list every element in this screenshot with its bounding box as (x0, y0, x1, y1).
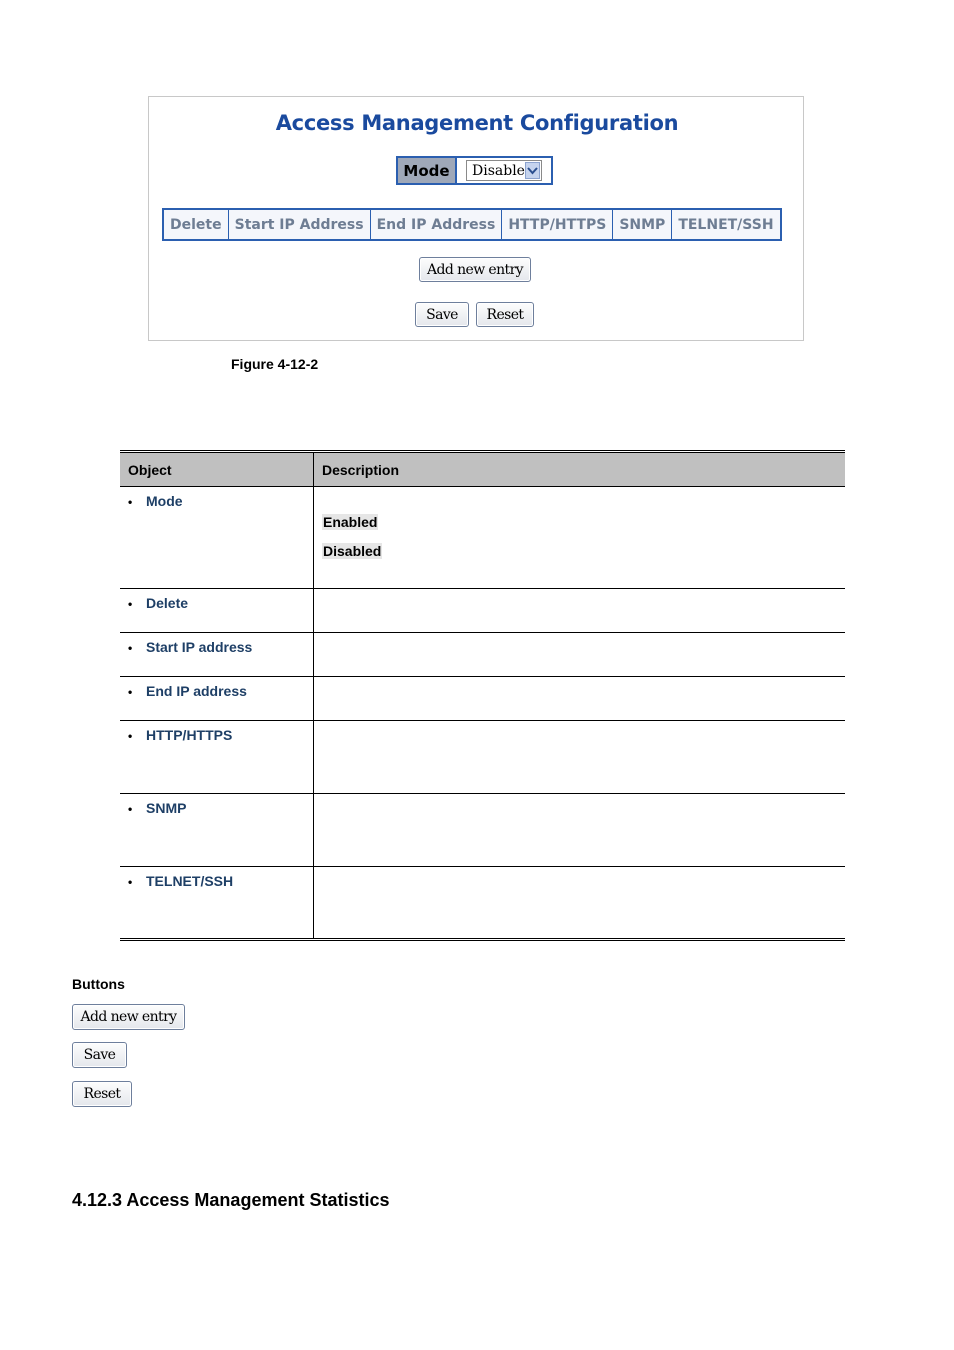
bullet-icon: • (128, 597, 133, 611)
description-start-ip (314, 633, 846, 677)
save-button[interactable]: Save (72, 1042, 127, 1068)
description-delete (314, 589, 846, 633)
description-table (120, 450, 845, 941)
buttons-heading: Buttons (72, 976, 125, 992)
object-mode: • Mode (128, 493, 183, 509)
section-heading: 4.12.3 Access Management Statistics (72, 1190, 390, 1210)
bullet-icon: • (128, 685, 133, 699)
object-telnet: • TELNET/SSH (128, 873, 234, 889)
add-new-entry-button[interactable]: Add new entry (419, 257, 531, 282)
reset-button[interactable]: Reset (476, 302, 534, 327)
col-delete: Delete (163, 209, 228, 240)
table-header-row (163, 209, 781, 240)
object-snmp: • SNMP (128, 800, 187, 816)
description-snmp (314, 794, 846, 867)
description-table-wrapper (120, 450, 845, 941)
col-start-ip: Start IP Address (228, 209, 370, 240)
table-row (120, 487, 845, 589)
bullet-icon: • (128, 875, 133, 889)
description-http (314, 721, 846, 794)
page-title: Access Management Configuration (275, 111, 679, 135)
mode-select[interactable] (466, 160, 542, 181)
table-row (120, 589, 845, 633)
bullet-icon: • (128, 641, 133, 655)
save-button[interactable]: Save (415, 302, 469, 327)
configuration-figure (148, 96, 804, 341)
add-new-entry-button[interactable]: Add new entry (72, 1004, 185, 1030)
chevron-down-icon[interactable] (525, 162, 540, 179)
mode-control (396, 156, 553, 185)
mode-select-value: Disable (472, 162, 525, 179)
table-row (120, 677, 845, 721)
reset-button[interactable]: Reset (72, 1081, 132, 1107)
table-row (120, 867, 845, 940)
header-description: Description (314, 452, 846, 487)
mode-cell (457, 158, 551, 183)
object-http: • HTTP/HTTPS (128, 727, 233, 743)
description-telnet (314, 867, 846, 940)
col-end-ip: End IP Address (370, 209, 502, 240)
table-row (120, 721, 845, 794)
mode-label: Mode (398, 158, 457, 183)
col-snmp: SNMP (613, 209, 672, 240)
access-entry-table (162, 208, 782, 241)
col-telnet: TELNET/SSH (672, 209, 781, 240)
object-delete: • Delete (128, 595, 189, 611)
option-enabled: Enabled (323, 514, 378, 530)
object-end-ip: • End IP address (128, 683, 247, 699)
figure-caption: Figure 4-12-2 (231, 356, 319, 372)
object-start-ip: • Start IP address (128, 639, 253, 655)
header-object: Object (120, 452, 314, 487)
bullet-icon: • (128, 802, 133, 816)
bullet-icon: • (128, 495, 133, 509)
description-end-ip (314, 677, 846, 721)
table-row (120, 794, 845, 867)
table-header-row (120, 452, 845, 487)
bullet-icon: • (128, 729, 133, 743)
col-http: HTTP/HTTPS (502, 209, 613, 240)
description-mode (314, 487, 846, 589)
option-disabled: Disabled (323, 543, 382, 559)
table-row (120, 633, 845, 677)
